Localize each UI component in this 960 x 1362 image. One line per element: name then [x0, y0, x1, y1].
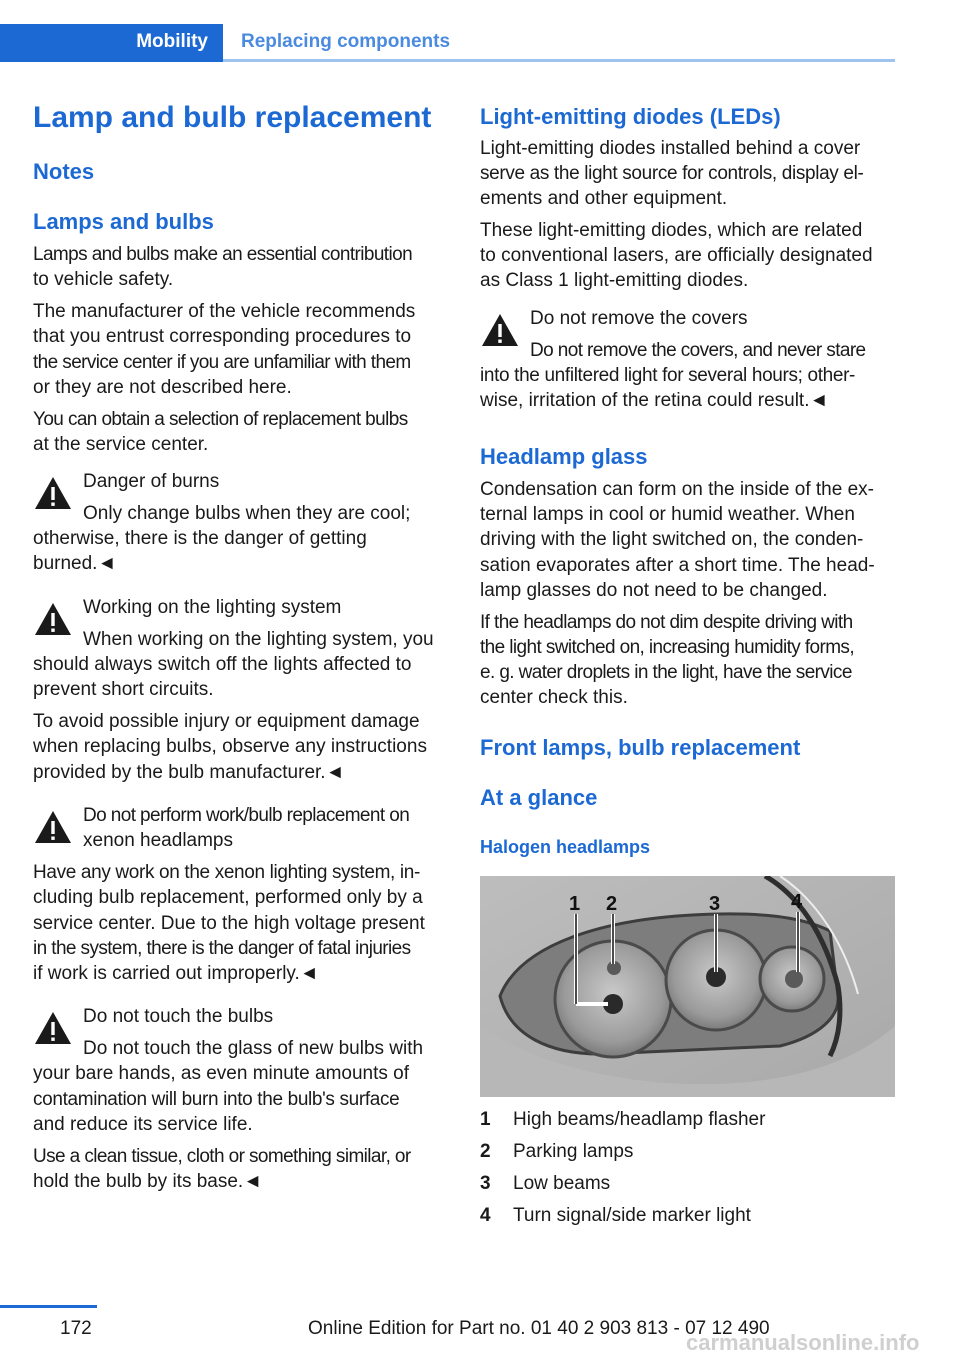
- callout-3: 3: [709, 893, 721, 915]
- page-title: Lamp and bulb replacement: [33, 101, 432, 134]
- text-line: driving with the light switched on, the conden‐: [480, 529, 864, 550]
- text-line: Light-emitting diodes installed behind a cover: [480, 138, 861, 159]
- warning-title: Danger of burns: [83, 471, 220, 492]
- legend-text: Low beams: [513, 1173, 611, 1194]
- warning-title: Working on the lighting system: [83, 597, 342, 618]
- led-heading: Light-emitting diodes (LEDs): [480, 104, 781, 129]
- text-line: your bare hands, as even minute amounts of: [33, 1063, 410, 1084]
- callout-4: 4: [791, 891, 803, 913]
- text-line: to vehicle safety.: [33, 269, 174, 290]
- text-line: These light-emitting diodes, which are related: [480, 220, 863, 241]
- headlamp-figure: [480, 876, 895, 1097]
- warning-icon: [33, 600, 73, 638]
- text-line: e. g. water droplets in the light, have the service: [480, 662, 852, 683]
- warning-icon: [33, 474, 73, 512]
- warning-title: Do not touch the bulbs: [83, 1006, 274, 1027]
- warning-icon: [33, 808, 73, 846]
- text-line: service center. Due to the high voltage present: [33, 913, 425, 934]
- lamps-heading: Lamps and bulbs: [33, 209, 214, 234]
- warning-icon: [33, 1009, 73, 1047]
- callout-1: 1: [569, 893, 581, 915]
- text-line: at the service center.: [33, 434, 209, 455]
- text-line: center check this.: [480, 687, 628, 708]
- halogen-heading: Halogen headlamps: [480, 837, 651, 857]
- text-line: ements and other equipment.: [480, 188, 728, 209]
- text-line: Do not remove the covers, and never stare: [530, 340, 866, 361]
- text-line: when replacing bulbs, observe any instructions: [33, 736, 427, 757]
- text-line: Do not touch the glass of new bulbs with: [83, 1038, 424, 1059]
- text-line: the light switched on, increasing humidity forms,: [480, 637, 855, 658]
- text-line: if work is carried out improperly.◄: [33, 963, 319, 984]
- page-number: 172: [60, 1318, 92, 1339]
- text-line: wise, irritation of the retina could result.◄: [480, 390, 829, 411]
- warning-title: Do not perform work/bulb replacement on: [83, 805, 410, 826]
- text-line: Condensation can form on the inside of the ex‐: [480, 479, 874, 500]
- text-line: into the unfiltered light for several hours; other‐: [480, 365, 856, 386]
- text-line: should always switch off the lights affected to: [33, 654, 412, 675]
- text-line: or they are not described here.: [33, 377, 292, 398]
- text-line: in the system, there is the danger of fatal injuries: [33, 938, 411, 959]
- header-rule: [223, 59, 895, 62]
- text-line: lamp glasses do not need to be changed.: [480, 580, 828, 601]
- text-line: hold the bulb by its base.◄: [33, 1171, 263, 1192]
- text-line: ternal lamps in cool or humid weather. When: [480, 504, 855, 525]
- legend-number: 4: [480, 1205, 491, 1226]
- glass-heading: Headlamp glass: [480, 444, 648, 469]
- text-line: burned.◄: [33, 553, 117, 574]
- footer-rule: [0, 1305, 97, 1308]
- callout-2: 2: [606, 893, 618, 915]
- legend-text: Turn signal/side marker light: [513, 1205, 751, 1226]
- running-header: [0, 24, 895, 62]
- text-line: Have any work on the xenon lighting system, in‐: [33, 862, 420, 883]
- text-line: The manufacturer of the vehicle recommends: [33, 301, 416, 322]
- warning-title: xenon headlamps: [83, 830, 233, 851]
- warning-title: Do not remove the covers: [530, 308, 748, 329]
- text-line: Only change bulbs when they are cool;: [83, 503, 411, 524]
- warning-icon: [480, 311, 520, 349]
- notes-heading: Notes: [33, 159, 95, 184]
- text-line: You can obtain a selection of replacement bulbs: [33, 409, 408, 430]
- text-line: To avoid possible injury or equipment damage: [33, 711, 420, 732]
- text-line: and reduce its service life.: [33, 1114, 253, 1135]
- text-line: that you entrust corresponding procedures to: [33, 326, 412, 347]
- legend-number: 3: [480, 1173, 491, 1194]
- text-line: the service center if you are unfamiliar with them: [33, 352, 411, 373]
- text-line: When working on the lighting system, you: [83, 629, 434, 650]
- text-line: otherwise, there is the danger of getting: [33, 528, 367, 549]
- text-line: as Class 1 light-emitting diodes.: [480, 270, 749, 291]
- section-tab[interactable]: Replacing components: [241, 31, 451, 52]
- watermark: carmanualsonline.info: [686, 1330, 920, 1355]
- text-line: serve as the light source for controls, display el‐: [480, 163, 864, 184]
- text-line: Use a clean tissue, cloth or something similar, or: [33, 1146, 411, 1167]
- text-line: Lamps and bulbs make an essential contribution: [33, 244, 413, 265]
- text-line: prevent short circuits.: [33, 679, 214, 700]
- text-line: to conventional lasers, are officially designated: [480, 245, 873, 266]
- legend-text: Parking lamps: [513, 1141, 634, 1162]
- edition-note: Online Edition for Part no. 01 40 2 903 813 - 07 12 490: [308, 1318, 770, 1339]
- front-lamps-heading: Front lamps, bulb replacement: [480, 735, 801, 760]
- chapter-tab[interactable]: Mobility: [0, 24, 223, 62]
- text-line: If the headlamps do not dim despite driving with: [480, 612, 853, 633]
- text-line: provided by the bulb manufacturer.◄: [33, 762, 345, 783]
- legend-text: High beams/headlamp flasher: [513, 1109, 766, 1130]
- legend-number: 2: [480, 1141, 491, 1162]
- text-line: contamination will burn into the bulb's surface: [33, 1089, 400, 1110]
- text-line: sation evaporates after a short time. The head‐: [480, 555, 875, 576]
- text-line: cluding bulb replacement, performed only by a: [33, 887, 423, 908]
- at-a-glance-heading: At a glance: [480, 785, 598, 810]
- legend-number: 1: [480, 1109, 491, 1130]
